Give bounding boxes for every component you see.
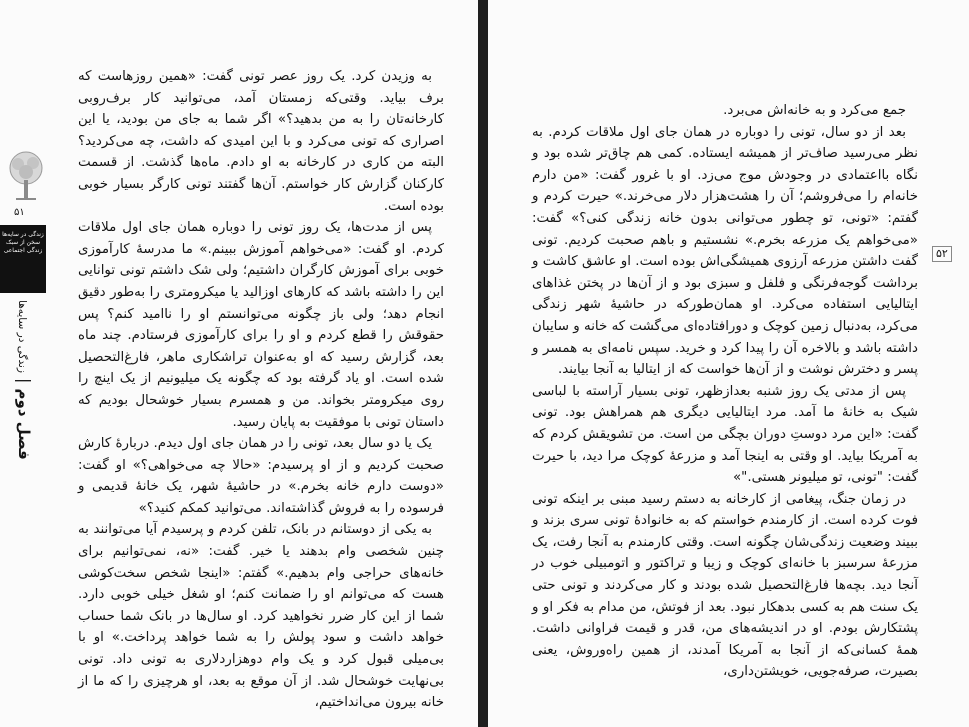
left-body-text	[78, 66, 444, 714]
paragraph: یک یا دو سال بعد، تونی را در همان جای اول دیدم. دربارهٔ کارش صحبت کردیم و از او پرسیدم: «حالا چه می‌خواهی؟» او گفت: «دوست دارم خانه بخرم.» در حاشیهٔ شهر، یک خانهٔ قدیمی و فرسوده را به فروش گذاشته‌اند. می‌توانید کمکم کنید؟»	[78, 436, 444, 516]
book-spine	[478, 0, 488, 727]
page-number-left: ۵۱	[14, 207, 25, 218]
side-tab-line: زندگی اجتماعی	[3, 247, 43, 254]
page-number-right: ۵۲	[932, 246, 952, 262]
paragraph: به وزیدن کرد. یک روز عصر تونی گفت: «همین روزهاست که برف بیاید. وقتی‌که زمستان آمد، می‌توانید کار برف‌روبی کارخانه‌تان را به من بدهید؟» اگر شما به جای من بودید، یا این اصراری که تونی می‌کرد و با این امیدی که داشت، چه می‌کردید؟ البته من کاری در کارخانه به او دادم. ماه‌ها گذشت. از قسمت کارکنان گزارش کار خواستم. آن‌ها گفتند تونی کارگر بسیار خوبی بوده است.	[78, 69, 444, 214]
paragraph: بعد از دو سال، تونی را دوباره در همان جای اول ملاقات کردم. به نظر می‌رسید صاف‌تر از همیشه ایستاده. کمی هم چاق‌تر شده بود و نگاه بااعتمادی در وجودش موج می‌زد. او با غرور گفت: «من دارم خانه‌ام را می‌فروشم؛ آن را هشت‌هزار دلار می‌خرند.» حیرت کردم و گفتم: «تونی، تو چطور می‌توانی بدون خانه زندگی کنی؟» گفت: «می‌خواهم یک مزرعه بخرم.» نشستیم و باهم صحبت کردیم. تونی گفت داشتن مزرعه آرزوی همیشگی‌اش بوده است. او عاشق کاشت و برداشت گوجه‌فرنگی و فلفل و سبزی بود و از آن‌ها در پختن غذاهای ایتالیایی استفاده می‌کرد. او همان‌طورکه در حاشیهٔ شهر زندگی می‌کرد، به‌دنبال زمین کوچک و دورافتاده‌ای می‌گشت که خانه و سایبان داشته باشد و بالاخره آن را پیدا کرد و خرید. سپس نامه‌ای به همسر و پسر و دخترش نوشت و از آن‌ها خواست که از ایتالیا به آنجا بیایند.	[532, 124, 918, 378]
book-title: زندگی در سایه‌ها	[16, 300, 28, 373]
paragraph: به یکی از دوستانم در بانک، تلفن کردم و پرسیدم آیا می‌توانند به چنین شخصی وام بدهند یا خیر. گفت: «نه، نمی‌توانیم برای خانه‌های حراجی وام بدهیم.» گفتم: «اینجا شخص سخت‌کوشی هست که می‌توانم او را ضمانت کنم؛ او شغل خیلی خوبی دارد. شما از این کار ضرر نخواهید کرد. او سال‌ها در بانک شما حساب خواهد داشت و سود پولش را به شما خواهد پرداخت.» او با بی‌میلی قبول کرد و یک وام دوهزاردلاری به تونی داد. تونی بی‌نهایت خوشحال شد. از آن موقع به بعد، او هرچیزی را که ما از خانه بیرون می‌انداختیم،	[78, 522, 444, 711]
paragraph: پس از مدتی یک روز شنبه بعدازظهر، تونی بسیار آراسته با لباسی شیک به خانهٔ ما آمد. مرد ایتالیایی دیگری هم همراهش بود. تونی گفت: «این مرد دوستِ دوران بچگی من است. من تشویقش کردم که به آمریکا بیاید. او وقتی به اینجا آمد و مزرعهٔ کوچک مرا دید، با حیرت گفت: "تونی، تو میلیونر هستی."»	[532, 383, 918, 486]
side-tab-line: زندگی در سایه‌ها	[2, 231, 44, 238]
chapter-title: فصل دوم	[15, 388, 33, 460]
right-body-text	[532, 100, 918, 683]
right-page	[488, 0, 969, 727]
paragraph: جمع می‌کرد و به خانه‌اش می‌برد.	[723, 103, 906, 118]
side-tab-line: سخن از سبک	[5, 239, 41, 246]
chapter-side-tab	[0, 225, 46, 293]
running-head: فصل دوم | زندگی در سایه‌ها	[15, 300, 34, 460]
left-page	[0, 0, 478, 727]
tree-icon	[6, 150, 46, 202]
paragraph: در زمان جنگ، پیغامی از کارخانه به دستم رسید مبنی بر اینکه تونی فوت کرده است. از کارمندم خواستم که به خانوادهٔ تونی سری بزند و ببیند وضعیت زندگی‌شان چگونه است. وقتی کارمندم به آنجا رفت، یک مزرعهٔ سرسبز با خانه‌ای کوچک و زیبا و تراکتور و اتومبیلی خوب در آنجا دید. بچه‌ها فارغ‌التحصیل شده بودند و کار می‌کردند و تونی حتی یک سنت هم به کسی بدهکار نبود. بعد از فوتش، من مدام به فکر او و پشتکارش بودم. او در اندیشه‌های من، قدر و قیمت فراوانی داشت. همهٔ کسانی‌که از آنجا به آمریکا آمدند، از همین راه‌وروش، یعنی بصیرت، صرفه‌جویی، خویشتن‌داری،	[532, 491, 918, 680]
paragraph: پس از مدت‌ها، یک روز تونی را دوباره همان جای اول ملاقات کردم. او گفت: «می‌خواهم آموزش ببینم.» ما مدرسهٔ کارآموزی خوبی برای آموزش کارگران داشتیم؛ ولی شک داشتم تونی توانایی این را داشته باشد که کارهای اوزالید یا میکرومتری را به‌طور دقیق انجام دهد؛ ولی باز چگونه می‌توانستم او را ناامید کنم؟ پس حقوقش را قطع کردم و او را برای کارآموزی فرستادم. چند ماه بعد، گزارش رسید که او به‌عنوان تراشکاری ماهر، فارغ‌التحصیل شده است. او یاد گرفته بود که چگونه یک میلیونیم از یک اینچ را روی میکرومتر بخواند. من و همسرم بسیار خوشحال بودیم که داستان تونی با موفقیت به پایان رسید.	[78, 220, 444, 430]
